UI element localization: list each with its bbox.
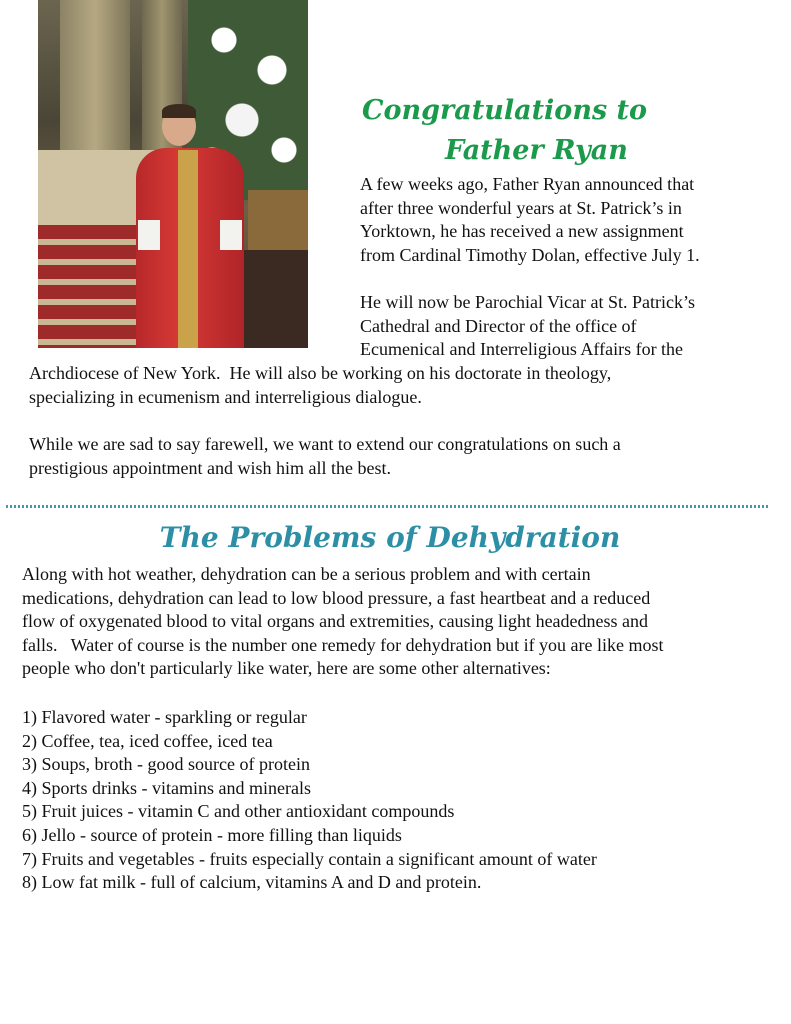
article1-title-line1: Congratulations to — [362, 95, 648, 126]
list-item: 3) Soups, broth - good source of protein — [22, 754, 310, 775]
article1-line: While we are sad to say farewell, we want to extend our congratulations on such a — [29, 434, 621, 454]
alternatives-list — [22, 706, 597, 895]
priest-stole — [178, 150, 198, 348]
article1-line: Yorktown, he has received a new assignment — [360, 221, 684, 241]
list-item: 4) Sports drinks - vitamins and minerals — [22, 777, 311, 798]
article1-line: Ecumenical and Interreligious Affairs for the — [360, 339, 684, 359]
article2-line: people who don't particularly like water, here are some other alternatives: — [22, 658, 551, 678]
priest-sleeve — [138, 220, 160, 250]
priest-hair — [162, 104, 196, 118]
article2-line: medications, dehydration can lead to low blood pressure, a fast heartbeat and a reduced — [22, 587, 651, 608]
article1-line: prestigious appointment and wish him all the best. — [29, 457, 391, 478]
article1-line: from Cardinal Timothy Dolan, effective July 1. — [360, 244, 700, 265]
list-item: 5) Fruit juices - vitamin C and other antioxidant compounds — [22, 801, 455, 822]
list-item: 2) Coffee, tea, iced coffee, iced tea — [22, 730, 273, 751]
article2-line: flow of oxygenated blood to vital organs and extremities, causing light headedness and — [22, 611, 649, 631]
list-item: 1) Flavored water - sparkling or regular — [22, 707, 307, 727]
article1-line: Archdiocese of New York. He will also be working on his doctorate in theology, — [29, 363, 612, 383]
article1-line: after three wonderful years at St. Patrick’s in — [360, 197, 682, 218]
father-ryan-photo — [38, 0, 308, 348]
priest-sleeve — [220, 220, 242, 250]
article2-line: falls. Water of course is the number one remedy for dehydration but if you are like most — [22, 634, 664, 655]
list-item: 7) Fruits and vegetables - fruits especially contain a significant amount of water — [22, 848, 597, 869]
article1-line: specializing in ecumenism and interreligious dialogue. — [29, 386, 422, 407]
article1-line: Cathedral and Director of the office of — [360, 315, 637, 336]
list-item: 6) Jello - source of protein - more filling than liquids — [22, 824, 402, 845]
article2-title: The Problems of Dehydration — [159, 521, 621, 554]
article1-line: He will now be Parochial Vicar at St. Patrick’s — [360, 292, 696, 312]
section-divider — [6, 505, 769, 508]
article1-title-line2: Father Ryan — [445, 135, 628, 166]
article2-line: Along with hot weather, dehydration can be a serious problem and with certain — [22, 564, 591, 584]
list-item: 8) Low fat milk - full of calcium, vitamins A and D and protein. — [22, 872, 482, 893]
article1-line: A few weeks ago, Father Ryan announced that — [360, 174, 695, 194]
